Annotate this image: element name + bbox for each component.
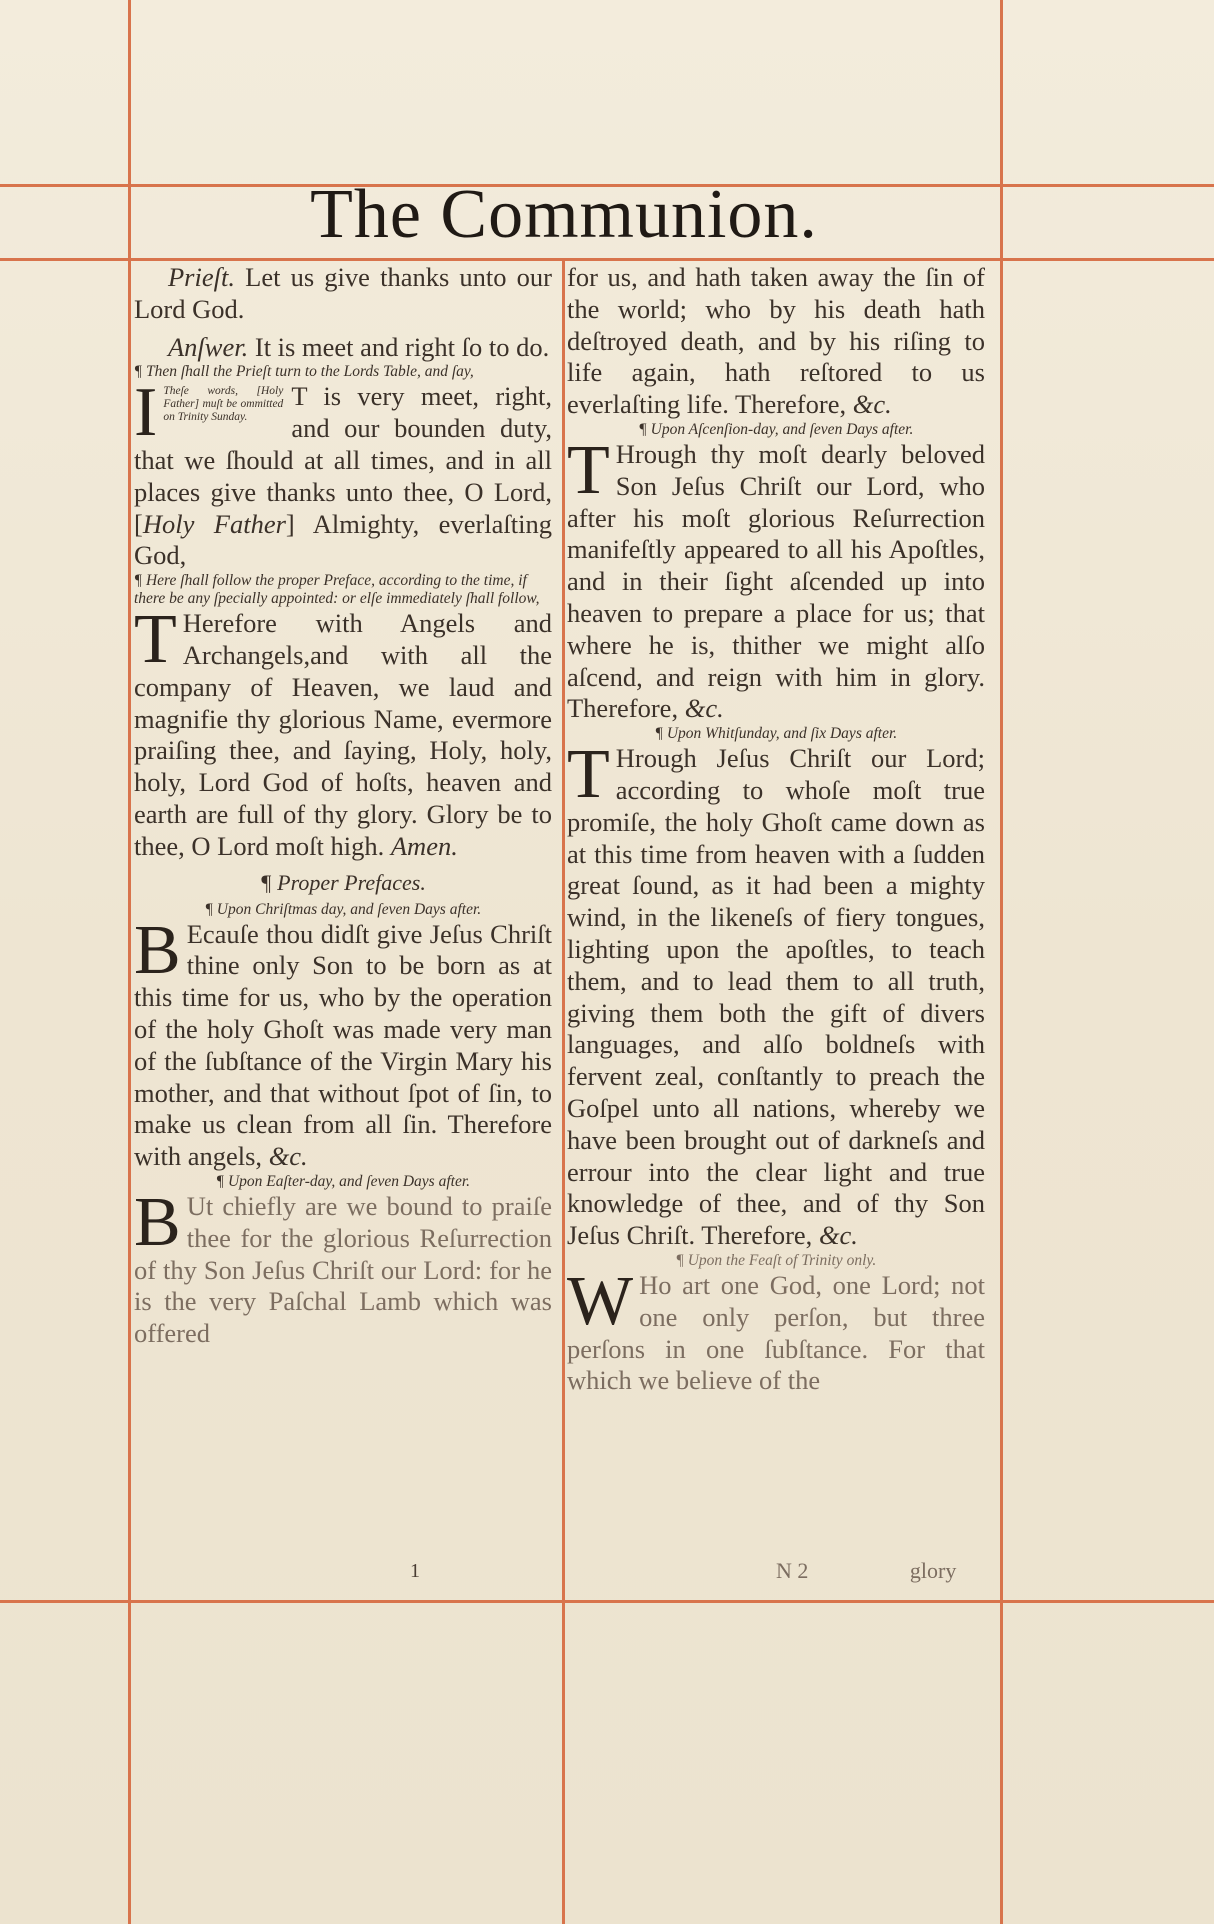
paragraph-ascension-text: Hrough thy moſt dearly beloved Son Jeſus Chriſt our Lord, who after his moſt glorious Reſurrection manifeſtly appeared to all his Apoſtles, and in their ſight aſcended up into heaven to prepare a place for us; that where he is, thither we might alſo aſcend, and reign with him in glory. Therefore, [567,438,985,724]
rubric-proper-preface: ¶ Here ſhall follow the proper Preface, according to the time, if there be any ſpecially appointed: or elſe immediately ſhall follow, [134,572,540,608]
page-title: The Communion. [310,176,818,253]
response-answer [134,332,552,364]
versicle-priest [134,262,552,326]
response-answer-text: It is meet and right ſo to do. [248,331,550,362]
rubric-christmas: ¶ Upon Chriſtmas day, and ſeven Days after. [204,900,482,918]
paragraph-meet-right-text: T is very meet, right, and our bounden duty, that we ſhould at all times, and in all places give thanks unto thee, O Lord, [ [134,381,552,539]
catchword: glory [909,1558,957,1583]
rule-middle [562,258,565,1924]
paragraph-whitsunday-text: Hrough Jeſus Chriſt our Lord; according to whoſe moſt true promiſe, the holy Ghoſt came down as at this time from heaven with a ſudden great ſound, as it had been a mighty wind, in the likeneſs of fiery tongues, lighting upon the apoſtles, to teach them, and to lead them to all truth, giving them both the gift of divers languages, and alſo boldneſs with fervent zeal, conſtantly to preach the Goſpel unto all nations, whereby we have been brought out of darkneſs and errour into the clear light and true knowledge of thee, and of thy Son Jeſus Chriſt. Therefore, [567,743,985,1251]
page-number: 1 [410,1560,420,1582]
margin-note-trinity: Theſe words, [Holy Father] muſt be ommitted on Trinity Sunday. [163,385,284,424]
left-column [134,262,552,1350]
rubric-trinity: ¶ Upon the Feaſt of Trinity only. [675,1251,877,1269]
drop-cap-t: T [134,601,177,679]
paragraph-easter-cont-text: for us, and hath taken away the ſin of the world; who by his death hath deſtroyed death, and by his riſing to life again, hath reſtored to us everlaſting life. Therefore, [567,262,985,420]
paragraph-christmas [134,911,552,1173]
paragraph-easter-text: Ut chiefly are we bound to praiſe thee for the glorious Reſurrection of thy Son Jeſus Chriſt our Lord: for he is the very Paſchal Lamb which was offered [134,1190,552,1349]
drop-cap-i: I [134,374,158,452]
speaker-answer: Anſwer. [168,331,249,362]
versicle-priest-text: Let us give thanks unto our Lord God. [134,262,552,324]
etc: &c. [268,1141,308,1172]
paragraph-meet-right [134,374,552,572]
signature-line [776,1558,976,1584]
rule-left [128,0,131,1924]
amen: Amen. [390,830,458,861]
drop-cap-t-2: T [567,736,610,814]
paragraph-trinity-text: Ho art one God, one Lord; not one only perſon, but three perſons in one ſubſtance. For that which we believe of the [567,1269,985,1396]
rule-top-2 [0,258,1214,261]
speaker-priest: Prieſt. [168,262,235,292]
rubric-whitsunday: ¶ Upon Whitſunday, and ſix Days after. [654,725,898,743]
paragraph-trinity [567,1262,985,1397]
drop-cap-w: W [567,1262,634,1340]
heading-proper-prefaces: ¶ Proper Prefaces. [260,869,426,895]
paragraph-sanctus [134,601,552,862]
drop-cap-b: B [134,911,181,989]
rubric-easter: ¶ Upon Eaſter-day, and ſeven Days after. [215,1172,471,1190]
paragraph-ascension [567,431,985,725]
paragraph-easter-cont [567,262,985,421]
drop-cap-b-2: B [134,1183,181,1261]
rule-right [1000,0,1003,1924]
etc: &c. [818,1220,858,1251]
rubric-ascension: ¶ Upon Aſcenſion-day, and ſeven Days after. [638,420,914,438]
etc: &c. [684,693,724,724]
paragraph-easter [134,1183,552,1350]
paragraph-sanctus-text: Herefore with Angels and Archangels,and with all the company of Heaven, we laud and magnifie thy glorious Name, evermore praiſing thee, and ſaying, Holy, holy, holy, Lord God of hoſts, heaven and earth are full of thy glory. Glory be to thee, O Lord moſt high. [134,608,552,861]
drop-cap-t: T [567,431,610,509]
rubric-turn-to-table: ¶ Then ſhall the Prieſt turn to the Lords Table, and ſay, [134,363,474,381]
signature-mark: N 2 [776,1558,809,1583]
etc: &c. [852,389,892,420]
paragraph-meet-right-text2: ] Almighty, everlaſting God, [134,508,552,571]
holy-father-italic: Holy Father [142,508,286,539]
paragraph-whitsunday [567,736,985,1252]
paragraph-christmas-text: Ecauſe thou didſt give Jeſus Chriſt thine only Son to be born as at this time for us, who by the operation of the holy Ghoſt was made very man of the ſubſtance of the Virgin Mary his mother, and that without ſpot of ſin, to make us clean from all ſin. Therefore with angels, [134,918,552,1172]
rule-bottom [0,1600,1214,1603]
right-column [567,262,985,1397]
